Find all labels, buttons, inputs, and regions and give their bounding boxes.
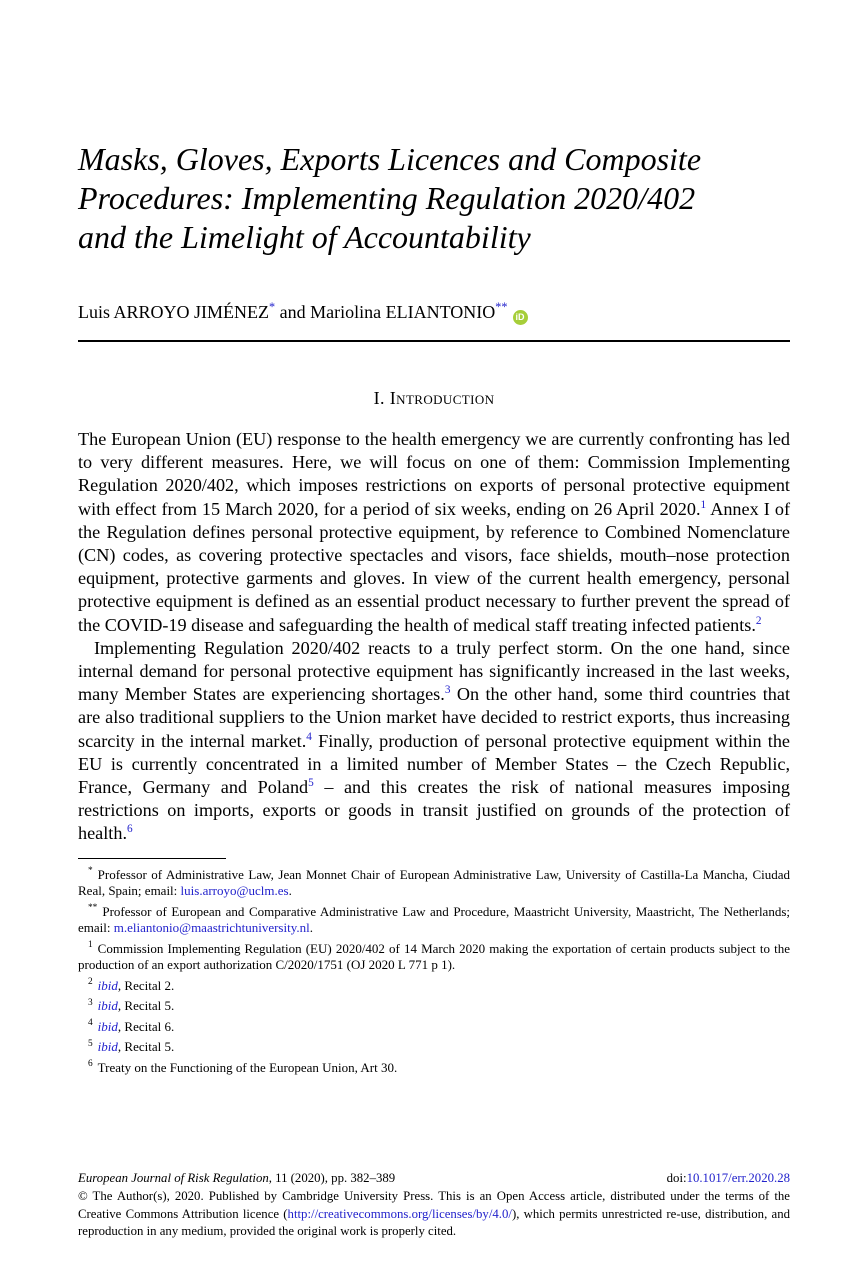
copyright-text: © The Author(s), 2020. Published by Cambridge University Press. This is an Open Access article, distributed under the terms of the Creative Commons Attribution licence ( bbox=[78, 1189, 790, 1221]
paragraph-text: The European Union (EU) response to the health emergency we are currently confronting has led to very different measures. Here, we will focus on one of them: Commission Implementing Regulation 2020/402, which imposes restrictions on exports of personal protective equipment with effect from 15 March 2020, for a period of six weeks, ending on 26 April 2020. bbox=[78, 429, 790, 519]
footnote-divider-rule bbox=[78, 858, 226, 859]
footnote-text: Treaty on the Functioning of the European Union, Art 30. bbox=[97, 1059, 398, 1075]
doi-link[interactable]: 10.1017/err.2020.28 bbox=[686, 1171, 790, 1186]
footnote-text: , Recital 5. bbox=[117, 1039, 175, 1055]
footnote-marker: 2 bbox=[88, 977, 93, 988]
author1-email-link[interactable]: luis.arroyo@uclm.es bbox=[180, 883, 289, 899]
footnote-ref-5[interactable]: 5 bbox=[308, 776, 314, 789]
journal-citation bbox=[78, 1170, 395, 1187]
author2-email-link[interactable]: m.eliantonio@maastrichtuniversity.nl bbox=[113, 920, 310, 936]
footnote-6 bbox=[78, 1060, 790, 1077]
footnote-1 bbox=[78, 941, 790, 974]
footnote-ref-6[interactable]: 6 bbox=[127, 823, 133, 836]
footnote-text: , Recital 5. bbox=[117, 998, 175, 1014]
section-heading-introduction: I. Introduction bbox=[373, 388, 495, 408]
author-name-1: Luis ARROYO JIMÉNEZ bbox=[78, 302, 270, 322]
doi bbox=[667, 1170, 790, 1187]
article-title-line-2: Procedures: Implementing Regulation 2020/402 bbox=[78, 180, 696, 216]
footnote-text: Professor of European and Comparative Administrative Law and Procedure, Maastricht University, Maastricht, The Netherlands; email: bbox=[78, 903, 790, 936]
footnote-3 bbox=[78, 998, 790, 1015]
footnote-marker: 5 bbox=[88, 1038, 93, 1049]
cc-licence-link[interactable]: http://creativecommons.org/licenses/by/4.0/ bbox=[287, 1206, 512, 1221]
authors-line bbox=[78, 301, 790, 325]
paragraph-text: – and this creates the risk of national measures imposing restrictions on imports, exports or goods in transit justified on grounds of the protection of health. bbox=[78, 777, 790, 844]
author2-footnote-mark[interactable]: ** bbox=[495, 300, 508, 314]
copyright-text: ), which permits unrestricted re-use, distribution, and reproduction in any medium, provided the original work is properly cited. bbox=[78, 1206, 790, 1238]
footnote-ref-4[interactable]: 4 bbox=[306, 730, 312, 743]
ibid-link[interactable]: ibid bbox=[97, 1018, 118, 1034]
footnote-text: . bbox=[288, 883, 292, 899]
copyright-notice bbox=[78, 1188, 790, 1240]
title-divider-rule bbox=[78, 340, 790, 342]
footnote-asterisk bbox=[78, 867, 790, 900]
orcid-icon[interactable]: iD bbox=[513, 310, 528, 325]
paragraph-text: Implementing Regulation 2020/402 reacts to a truly perfect storm. On the one hand, since internal demand for personal protective equipment has significantly increased in the last weeks, many Member States are experiencing shortages. bbox=[78, 637, 790, 705]
footnote-marker: ** bbox=[88, 903, 98, 914]
author-name-2: Mariolina ELIANTONIO bbox=[310, 302, 496, 322]
ibid-link[interactable]: ibid bbox=[97, 977, 118, 993]
intro-paragraph-1 bbox=[78, 428, 790, 637]
footnote-marker: 6 bbox=[88, 1059, 93, 1070]
footnote-ref-1[interactable]: 1 bbox=[700, 498, 707, 511]
footnote-ref-2[interactable]: 2 bbox=[755, 614, 762, 627]
footnote-marker: * bbox=[88, 866, 93, 877]
footnote-marker: 1 bbox=[88, 940, 93, 951]
footnote-double-asterisk bbox=[78, 904, 790, 937]
footnote-5 bbox=[78, 1039, 790, 1056]
footnote-2 bbox=[78, 978, 790, 995]
doi-label: doi: bbox=[666, 1171, 687, 1186]
footnotes-section bbox=[78, 867, 790, 1077]
paragraph-text: Finally, production of personal protective equipment within the EU is currently concentrated in a limited number of Member States – the Czech Republic, France, Germany and Poland bbox=[78, 730, 790, 798]
footnote-4 bbox=[78, 1019, 790, 1036]
citation-details: , 11 (2020), pp. 382–389 bbox=[268, 1171, 396, 1186]
paragraph-text: Annex I of the Regulation defines personal protective equipment, by reference to Combined Nomenclature (CN) codes, as covering protective spectacles and visors, face shields, mouth–nose protection equipment, protective garments and gloves. In view of the current health emergency, personal protective equipment is defined as an essential product necessary to further prevent the spread of the COVID-19 disease and safeguarding the health of medical staff treating infected patients. bbox=[78, 498, 790, 635]
footnote-marker: 3 bbox=[88, 997, 93, 1008]
journal-citation-line bbox=[78, 1170, 790, 1187]
footnote-text: Professor of Administrative Law, Jean Monnet Chair of European Administrative Law, University of Castilla-La Mancha, Ciudad Real, Spain; email: bbox=[78, 866, 790, 899]
footnote-text: , Recital 2. bbox=[117, 977, 175, 993]
authors-connector: and bbox=[275, 302, 311, 322]
article-title-line-1: Masks, Gloves, Exports Licences and Composite bbox=[78, 141, 702, 177]
footnote-text: . bbox=[309, 920, 313, 936]
article-title bbox=[78, 140, 790, 257]
footnote-ref-3[interactable]: 3 bbox=[444, 684, 451, 697]
journal-name: European Journal of Risk Regulation bbox=[78, 1171, 269, 1186]
paragraph-text: On the other hand, some third countries that are also traditional suppliers to the Union market have decided to restrict exports, thus increasing scarcity in the internal market. bbox=[78, 684, 791, 751]
footnote-marker: 4 bbox=[88, 1018, 93, 1029]
author1-footnote-mark[interactable]: * bbox=[269, 300, 276, 314]
intro-paragraph-2 bbox=[78, 637, 790, 846]
page-footer bbox=[78, 1170, 790, 1240]
footnote-text: , Recital 6. bbox=[117, 1018, 175, 1034]
footnote-text: Commission Implementing Regulation (EU) 2020/402 of 14 March 2020 making the exportation of certain products subject to the production of an export authorization C/2020/1751 (OJ 2020 L 771 p 1). bbox=[78, 940, 790, 973]
article-title-line-3: and the Limelight of Accountability bbox=[78, 219, 531, 255]
ibid-link[interactable]: ibid bbox=[97, 998, 118, 1014]
ibid-link[interactable]: ibid bbox=[97, 1039, 118, 1055]
